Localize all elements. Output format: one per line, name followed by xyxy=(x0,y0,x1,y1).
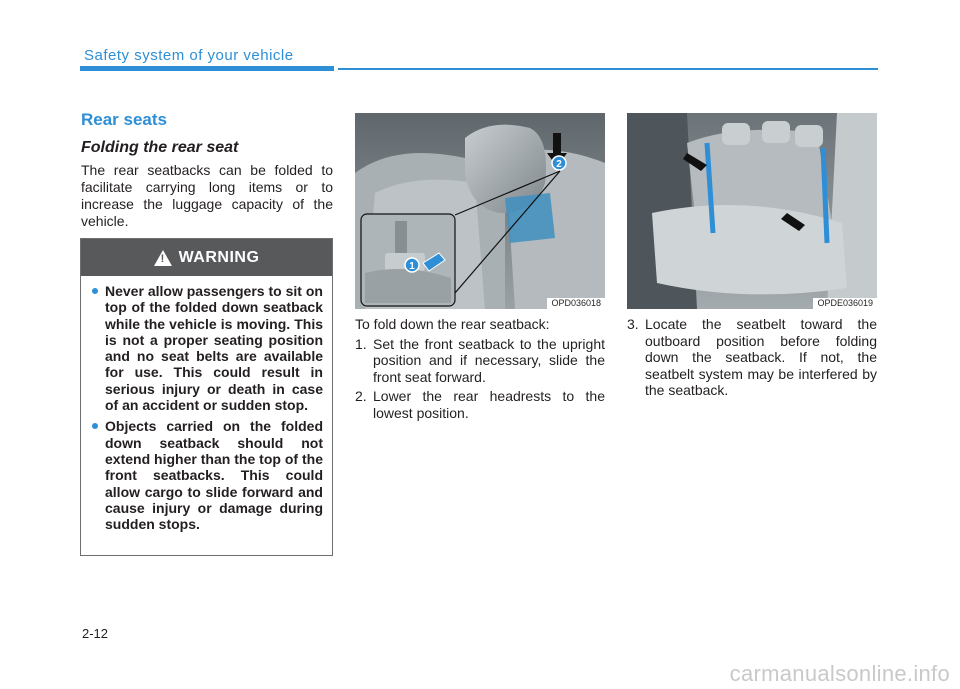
procedure-step: 3. Locate the seatbelt toward the outboard position before folding down the seatback. If not, the seatbelt system may be interfered by the seatback. xyxy=(627,316,877,399)
figure-code: OPDE036019 xyxy=(813,298,877,309)
watermark: carmanualsonline.info xyxy=(729,661,950,686)
section-header-title: Safety system of your vehicle xyxy=(84,47,294,64)
bullet-icon xyxy=(92,288,98,294)
procedure-column-2 xyxy=(627,316,877,399)
header-rule-thin xyxy=(338,68,878,70)
bullet-icon xyxy=(92,423,98,429)
procedure-column-1 xyxy=(355,316,605,422)
figure-headrest xyxy=(355,113,605,309)
subsection-title: Folding the rear seat xyxy=(81,139,239,156)
intro-paragraph: The rear seatbacks can be folded to facilitate carrying long items or to increase the luggage capacity of the vehicle. xyxy=(81,162,333,229)
procedure-lead: To fold down the rear seatback: xyxy=(355,316,550,332)
section-title: Rear seats xyxy=(81,110,168,129)
figure-code: OPD036018 xyxy=(547,298,605,309)
warning-triangle-icon: ! xyxy=(154,250,172,266)
rear-seat-headrest-illustration xyxy=(355,113,605,309)
warning-item: Objects carried on the folded down seatback should not extend higher than the top of the front seatbacks. This could allow cargo to slide forward and cause injury or damage during sudden stops. xyxy=(81,418,332,532)
figure-rear-seat xyxy=(627,113,877,309)
callout-2: 2 xyxy=(556,159,562,170)
header-rule-thick xyxy=(80,66,334,71)
warning-item: Never allow passengers to sit on top of the folded down seatback while the vehicle is moving. This is not a proper seating position and no seat belts are available for use. This could result in serious injury or death in case of an accident or sudden stop. xyxy=(81,283,332,413)
warning-list xyxy=(81,283,332,532)
procedure-step: 1. Set the front seatback to the upright position and if necessary, slide the front seat forward. xyxy=(355,335,605,385)
callout-1: 1 xyxy=(409,261,415,272)
rear-seat-overview-illustration xyxy=(627,113,877,309)
page-number: 2-12 xyxy=(82,626,109,641)
procedure-step: 2. Lower the rear headrests to the lowest position. xyxy=(355,388,605,421)
warning-header xyxy=(81,239,332,276)
warning-title: WARNING xyxy=(178,248,260,266)
warning-box xyxy=(80,238,333,556)
